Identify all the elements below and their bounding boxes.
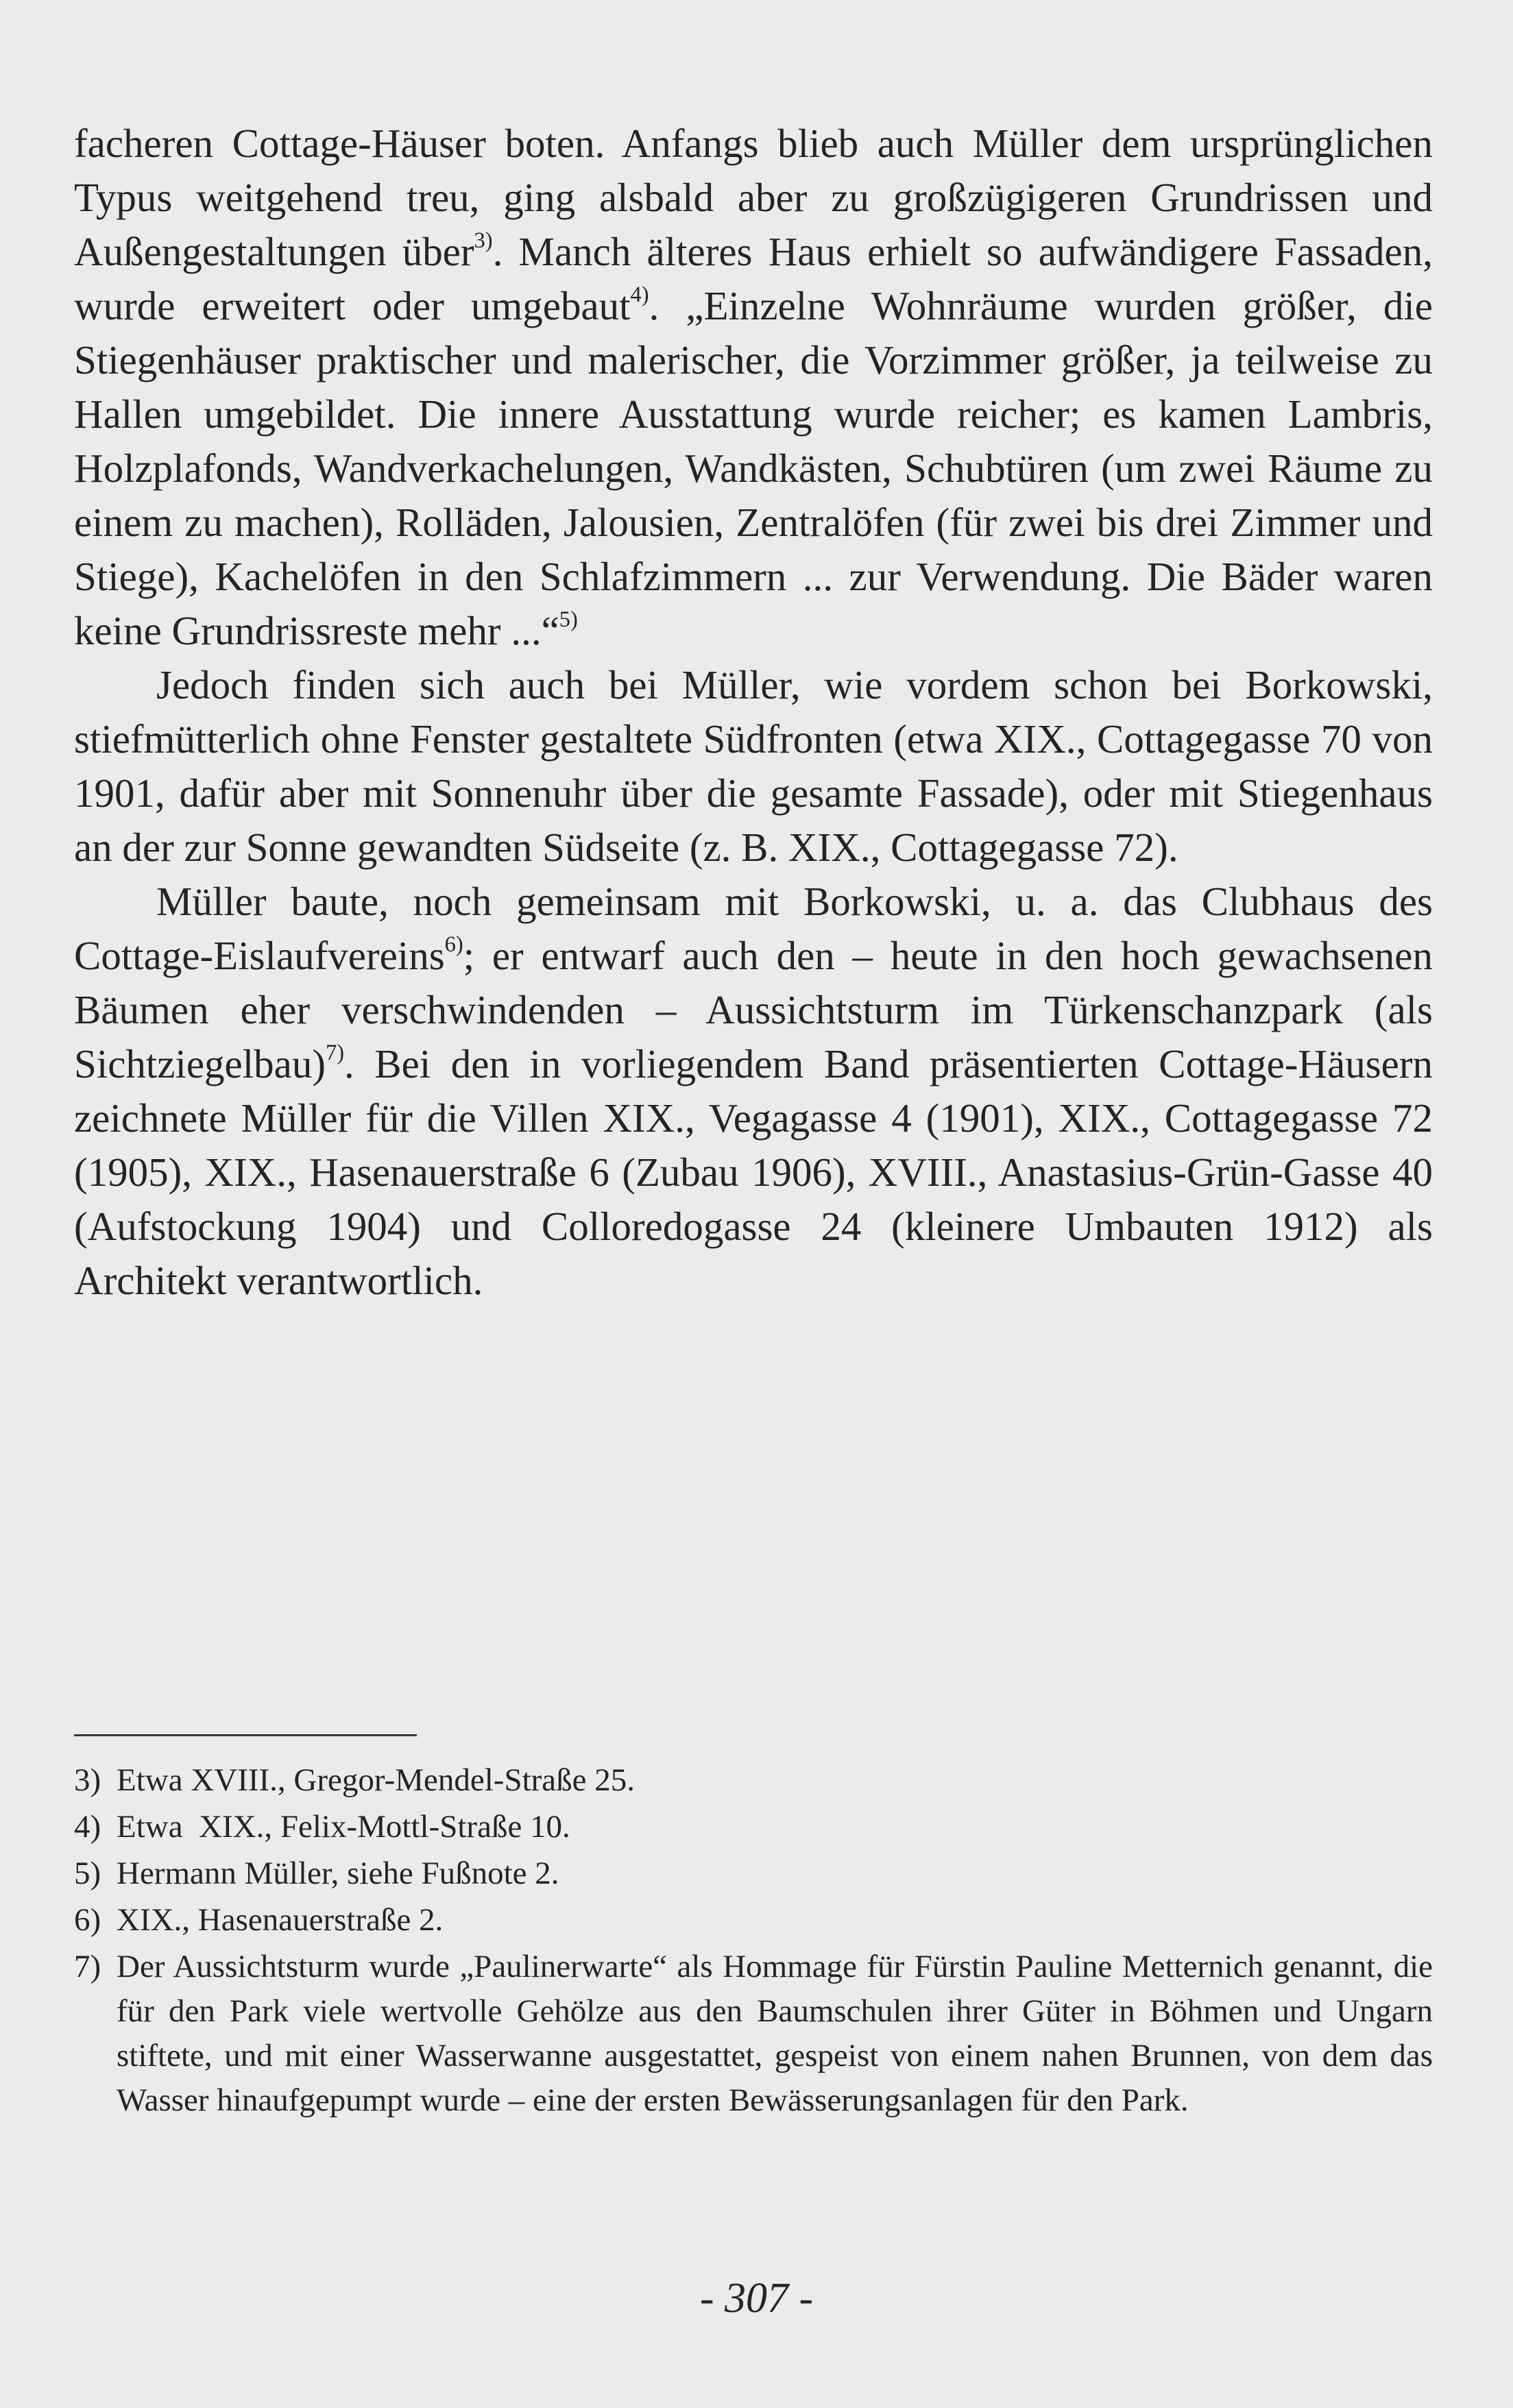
paragraph-3: [74, 875, 1433, 1308]
footnote-text: Etwa XIX., Felix-Mottl-Straße 10.: [117, 1809, 570, 1845]
footnote-6: [74, 1898, 1433, 1943]
footnote-number: 4): [74, 1809, 101, 1845]
paragraph-1: [74, 117, 1433, 658]
body-text: [74, 117, 1433, 1308]
paragraph-1-text-2: . Manch älteres Haus erhielt so aufwändigere Fassaden, wurde erweitert oder umgebaut: [74, 229, 1433, 328]
footnote-ref-3: 3): [474, 228, 493, 254]
paragraph-2: [74, 658, 1433, 875]
paragraph-3-text-2: ; er entwarf auch den – heute in den hoch gewachsenen Bäumen eher verschwindenden – Aussichtsturm im Türkenschanzpark (als Sichtziegelbau): [74, 933, 1433, 1086]
footnote-7: [74, 1945, 1433, 2123]
footnote-ref-7: 7): [325, 1041, 344, 1066]
footnote-text: Etwa XVIII., Gregor-Mendel-Straße 25.: [117, 1762, 636, 1798]
footnote-number: 3): [74, 1762, 101, 1798]
footnote-number: 6): [74, 1902, 101, 1938]
page-number: - 307 -: [699, 2275, 814, 2322]
paragraph-3-text-3: . Bei den in vorliegendem Band präsentierten Cottage-Häusern zeichnete Müller für die Villen XIX., Vegagasse 4 (1901), XIX., Cottagegasse 72 (1905), XIX., Hasenauerstraße 6 (Zubau 1906), XVIII., Anastasius-Grün-Gasse 40 (Aufstockung 1904) und Colloredogasse 24 (kleinere Umbauten 1912) als Architekt verantwortlich.: [74, 1041, 1433, 1303]
footnote-ref-6: 6): [444, 932, 463, 958]
footnote-text: XIX., Hasenauerstraße 2.: [117, 1902, 444, 1938]
footnote-ref-5: 5): [559, 607, 578, 633]
paragraph-2-text: Jedoch finden sich auch bei Müller, wie vordem schon bei Borkowski, stiefmütterlich ohne Fenster gestaltete Südfronten (etwa XIX., Cottagegasse 70 von 1901, dafür aber mit Sonnenuhr über die gesamte Fassade), oder mit Stiegenhaus an der zur Sonne gewandten Südseite (z. B. XIX., Cottagegasse 72).: [74, 662, 1433, 870]
footnote-number: 7): [74, 1949, 101, 1984]
footnote-divider: [74, 1734, 417, 1736]
footnote-3: [74, 1758, 1433, 1803]
footnote-5: [74, 1851, 1433, 1896]
paragraph-3-text-1: Müller baute, noch gemeinsam mit Borkowski, u. a. das Clubhaus des Cottage-Eislaufvereins: [74, 879, 1433, 978]
footnote-text: Der Aussichtsturm wurde „Paulinerwarte“ als Hommage für Fürstin Pauline Metternich genannt, die für den Park viele wertvolle Gehölze aus den Baumschulen ihrer Güter in Böhmen und Ungarn stiftete, und mit einer Wasserwanne ausgestattet, gespeist von einem nahen Brunnen, von dem das Wasser hinaufgepumpt wurde – eine der ersten Bewässerungsanlagen für den Park.: [117, 1949, 1433, 2118]
footnote-ref-4: 4): [630, 282, 649, 308]
paragraph-1-text-3: . „Einzelne Wohnräume wurden größer, die Stiegenhäuser praktischer und malerischer, die Vorzimmer größer, ja teilweise zu Hallen umgebildet. Die innere Ausstattung wurde reicher; es kamen Lambris, Holzplafonds, Wandverkachelungen, Wandkästen, Schubtüren (um zwei Räume zu einem zu machen), Rolläden, Jalousien, Zentralöfen (für zwei bis drei Zimmer und Stiege), Kachelöfen in den Schlafzimmern ... zur Verwendung. Die Bäder waren keine Grundrissreste mehr ...“: [74, 283, 1433, 653]
footnote-4: [74, 1805, 1433, 1849]
paragraph-1-text-1: facheren Cottage-Häuser boten. Anfangs blieb auch Müller dem ursprünglichen Typus weitgehend treu, ging alsbald aber zu großzügigeren Grundrissen und Außengestaltungen über: [74, 121, 1433, 274]
footnotes: [74, 1758, 1433, 2125]
footnote-number: 5): [74, 1856, 101, 1891]
footnote-text: Hermann Müller, siehe Fußnote 2.: [117, 1856, 559, 1891]
